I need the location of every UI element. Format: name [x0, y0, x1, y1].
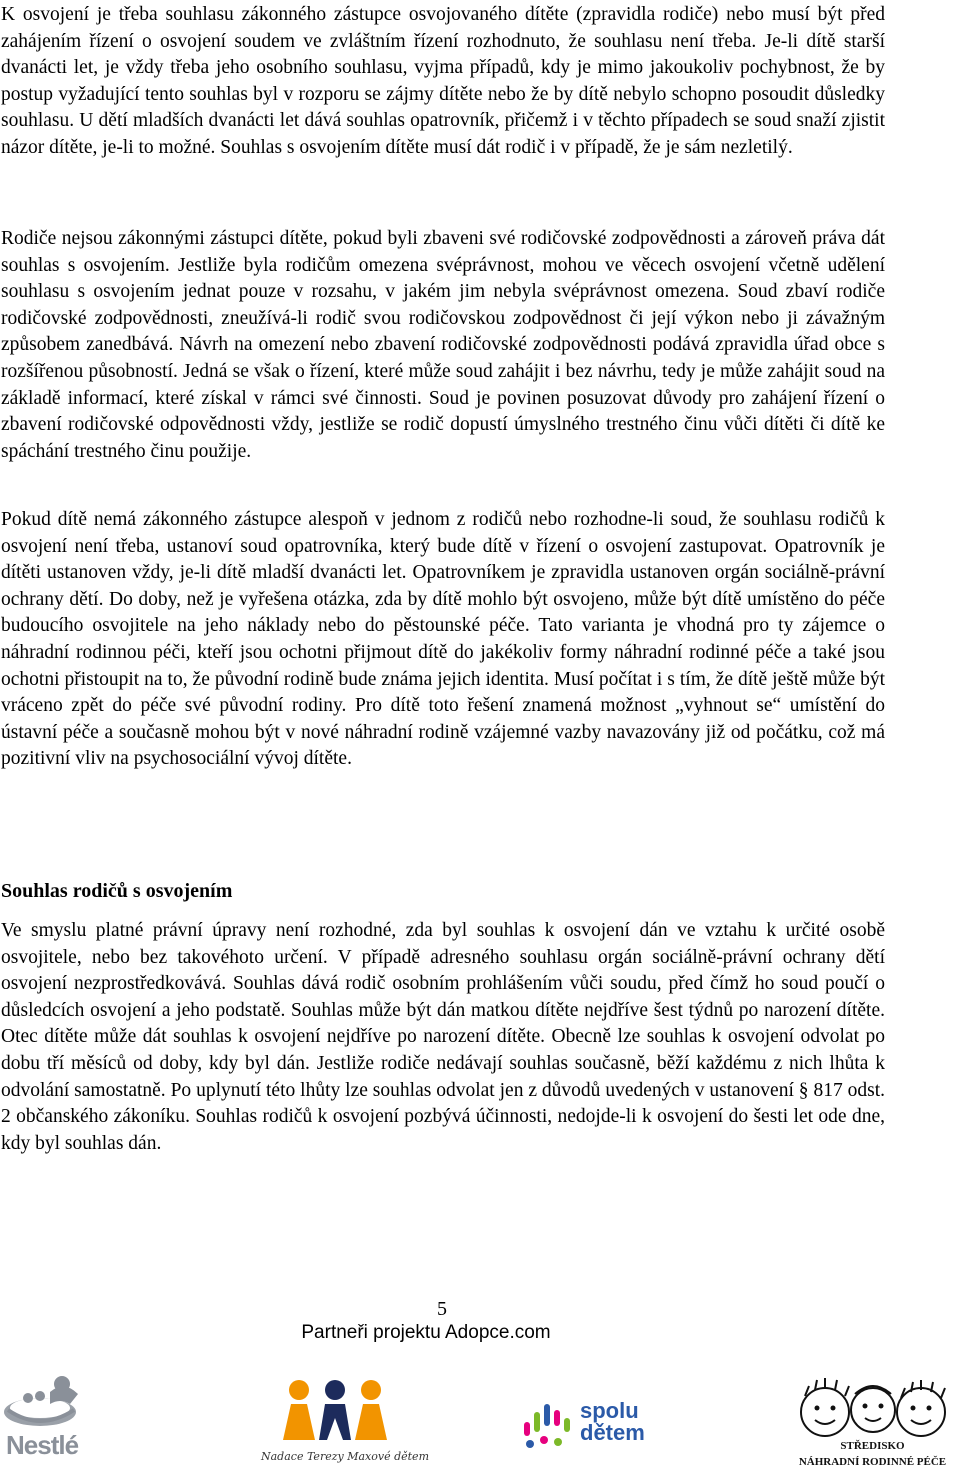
paragraph-text: Rodiče nejsou zákonnými zástupci dítěte, pokud byli zbaveni své rodičovské zodpovědnosti a zároveň práva dát souhlas s osvojením. Jestliže byla rodičům omezena svéprávnost, mohou ve věcech osvojení včetně udělení souhlasu s osvojením jednat pouze v rozsahu, v jakém jim nebyla svéprávnost omezena. Soud zbaví rodiče rodičovské zodpovědnosti, zneužívá-li rodič svou rodičovskou zodpovědnost či její výkon nebo ji závažným způsobem zanedbává. Návrh na omezení nebo zbavení rodičovské zodpovědnosti podává zpravidla úřad obce s rozšířenou působností. Jedná se však o řízení, které může soud zahájit i bez návrhu, tedy je může zahájit soud na základě informací, které získal v rámci své činnosti. Soud je povinen posuzovat důvody pro zahájení řízení o zbavení rodičovské odpovědnosti vždy, jestliže se rodič dopustí úmyslného trestného činu vůči dítěti či dítě ke spáchání trestného činu použije.	[1, 228, 885, 462]
paragraph-parent-consent	[1, 918, 885, 1157]
ntm-subtitle: Nadace Terezy Maxové dětem	[261, 1450, 429, 1463]
nestle-logo	[0, 1370, 100, 1470]
spolu-word-2: dětem	[580, 1420, 645, 1445]
spolu-dots-icon	[520, 1400, 578, 1452]
spolu-wordmark	[580, 1400, 645, 1444]
paragraph-text: Ve smyslu platné právní úpravy není rozhodné, zda byl souhlas k osvojení dán ve vztahu k určité osobě osvojitele, nebo bez takovéhoto určení. V případě adresného souhlasu orgán sociálně-právní ochrany dětí osvojení nezprostředkovává. Souhlas dává rodič osobním prohlášením vůči soudu, před čímž ho soud poučí o důsledcích osvojení a jeho podstatě. Souhlas může být dán matkou dítěte nejdříve šest týdnů po narození dítěte. Otec dítěte může dát souhlas k osvojení nejdříve po narození dítěte. Obecně lze souhlas k osvojení odvolat po dobu tří měsíců od doby, kdy byl dán. Jestliže rodiče nedávají souhlas současně, běží každému z nich lhůta k odvolání samostatně. Po uplynutí této lhůty lze souhlas odvolat jen z důvodů uvedených v ustanovení § 817 odst. 2 občanského zákoníku. Souhlas rodičů k osvojení pozbývá účinnosti, nedojde-li k osvojení do šesti let ode dne, kdy byl souhlas dán.	[1, 920, 885, 1154]
section-heading: Souhlas rodičů s osvojením	[1, 880, 233, 902]
paragraph-text: Pokud dítě nemá zákonného zástupce alespoň v jednom z rodičů nebo rozhodne-li soud, že souhlasu rodičů k osvojení není třeba, ustanoví soud opatrovníka, který bude dítě v řízení o osvojení zastupovat. Opatrovník je dítěti ustanoven vždy, je-li dítě mladší dvanácti let. Opatrovníkem je zpravidla ustanoven orgán sociálně-právní ochrany dětí. Do doby, než je vyřešena otázka, zda by dítě mohlo být osvojeno, může být dítě umístěno do péče budoucího osvojitele na jeho náklady nebo do pěstounské péče. Tato varianta je vhodná pro ty zájemce o náhradní rodinnou péči, kteří jsou ochotni přijmout dítě do jakékoliv formy náhradní rodinné péče a také jsou ochotni přistoupit na to, že původní rodině bude známa jejich identita. Musí počítat i s tím, že dítě ještě může být vráceno zpět do péče své původní rodiny. Pro dítě toto řešení znamená možnost „vyhnout se“ umístění do ústavní péče a současně mohou být v nové náhradní rodině vzájemné vazby navazovány již od počátku, což má pozitivní vliv na psychosociální vývoj dítěte.	[1, 509, 885, 770]
spolu-word-1: spolu	[580, 1398, 639, 1423]
paragraph-parents-not-representatives	[1, 226, 885, 465]
nestle-wordmark: Nestlé	[6, 1430, 79, 1460]
ntm-figures-icon	[255, 1378, 415, 1448]
stredisko-title: STŘEDISKO	[840, 1440, 905, 1452]
stredisko-logo	[785, 1372, 960, 1478]
children-faces-icon	[785, 1372, 960, 1450]
paragraph-guardian	[1, 507, 885, 773]
ntm-logo	[255, 1378, 429, 1476]
nestle-nest-icon	[0, 1370, 100, 1430]
stredisko-subtitle: NÁHRADNÍ RODINNÉ PÉČE	[798, 1456, 947, 1468]
paragraph-text: K osvojení je třeba souhlasu zákonného zástupce osvojovaného dítěte (zpravidla rodiče) nebo musí být před zahájením řízení o osvojení soudem ve zvláštním řízení rozhodnuto, že souhlasu není třeba. Je-li dítě starší dvanácti let, je vždy třeba jeho osobního souhlasu, vyjma případů, kdy je mimo jakoukoliv pochybnost, že by postup vyžadující tento souhlas byl v rozporu se zájmy dítěte nebo že by dítě nebylo schopno posoudit důsledky souhlasu. U dětí mladších dvanácti let dává souhlas opatrovník, přičemž i v těchto případech se soud snaží zjistit názor dítěte, je-li to možné. Souhlas s osvojením dítěte musí dát rodič i v případě, že je sám nezletilý.	[1, 4, 885, 158]
spolu-detem-logo	[520, 1398, 670, 1454]
paragraph-consent	[1, 2, 885, 162]
partners-label: Partneři projektu Adopce.com	[301, 1322, 551, 1343]
page-number: 5	[437, 1298, 447, 1320]
